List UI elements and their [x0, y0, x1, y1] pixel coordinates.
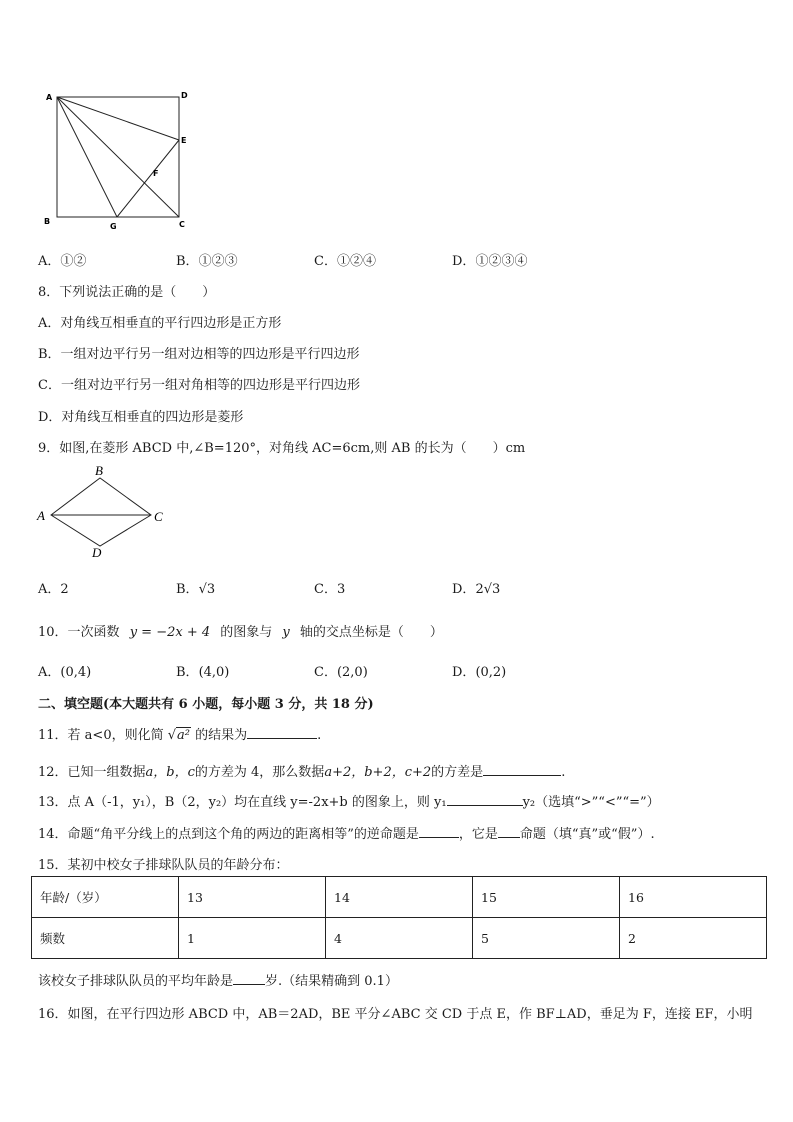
- q9-option-b-value: √3: [198, 582, 216, 597]
- q7-option-a: A．①②: [38, 254, 87, 269]
- q10-equation: y = −2x + 4: [129, 625, 211, 640]
- q7-option-b: B．①②③: [176, 254, 238, 269]
- label-B: B: [44, 217, 51, 226]
- table-cell: 4: [326, 918, 473, 959]
- table-cell: 14: [326, 877, 473, 918]
- section-2-heading: 二、填空题(本大题共有 6 小题，每小题 3 分，共 18 分): [38, 697, 374, 712]
- label-F: F: [153, 169, 159, 178]
- q13-answer-blank[interactable]: [447, 792, 523, 806]
- q16: 16．如图，在平行四边形 ABCD 中，AB＝2AD，BE 平分∠ABC 交 CD 于点 E，作 BF⊥AD，垂足为 F，连接 EF，小明: [38, 1007, 753, 1022]
- label-A: A: [46, 93, 53, 102]
- q10-option-b: B．(4,0): [176, 665, 230, 680]
- q8-option-c: C．一组对边平行另一组对角相等的四边形是平行四边形: [38, 378, 360, 393]
- q9-option-c: C．3: [314, 582, 346, 597]
- q14-answer-blank-1[interactable]: [419, 824, 459, 838]
- q12: 12．已知一组数据a，b，c的方差为 4，那么数据a+2，b+2，c+2的方差是 .: [38, 761, 565, 780]
- rhombus-figure: [34, 460, 174, 560]
- rhombus-label-B: B: [95, 463, 103, 478]
- q14-answer-blank-2[interactable]: [498, 824, 520, 838]
- q15-answer-blank[interactable]: [233, 971, 265, 985]
- q7-option-c: C．①②④: [314, 254, 376, 269]
- q15-question: 该校女子排球队队员的平均年龄是 岁.（结果精确到 0.1）: [38, 970, 398, 989]
- q8-option-a: A．对角线互相垂直的平行四边形是正方形: [38, 316, 282, 331]
- label-E: E: [181, 136, 187, 145]
- table-cell: 13: [179, 877, 326, 918]
- label-G: G: [110, 222, 117, 231]
- q10-var: y: [282, 625, 290, 640]
- square-figure: [40, 88, 200, 236]
- table-cell: 年龄/（岁）: [32, 877, 179, 918]
- q9-option-a: A．2: [38, 582, 69, 597]
- table-cell: 16: [620, 877, 767, 918]
- q10-option-a: A．(0,4): [38, 665, 92, 680]
- rhombus-label-A: A: [37, 508, 45, 523]
- table-cell: 1: [179, 918, 326, 959]
- table-row: [32, 877, 767, 918]
- table-row: [32, 918, 767, 959]
- q13: 13．点 A（-1，y₁），B（2，y₂）均在直线 y=-2x+b 的图象上，则 y₁ y₂（选填“>”“<”“=”）: [38, 791, 660, 810]
- q11-answer-blank[interactable]: [247, 725, 317, 739]
- table-cell: 2: [620, 918, 767, 959]
- q10-option-c: C．(2,0): [314, 665, 368, 680]
- age-distribution-table: [31, 876, 767, 959]
- table-cell: 15: [473, 877, 620, 918]
- q11: 11．若 a<0，则化简 √a² 的结果为 .: [38, 724, 321, 743]
- q12-answer-blank[interactable]: [483, 762, 561, 776]
- q15-stem: 15．某初中校女子排球队队员的年龄分布：: [38, 858, 289, 873]
- q10-stem: 10．一次函数 y = −2x + 4 的图象与 y 轴的交点坐标是（ ）: [38, 625, 443, 640]
- table-cell: 5: [473, 918, 620, 959]
- q9-option-d-value: 2√3: [475, 582, 501, 597]
- rhombus-label-C: C: [154, 509, 163, 524]
- q8-stem: 8．下列说法正确的是（ ）: [38, 285, 216, 300]
- rhombus-label-D: D: [92, 545, 102, 560]
- q7-option-d: D．①②③④: [452, 254, 528, 269]
- table-cell: 频数: [32, 918, 179, 959]
- q9-option-d: D．2√3: [452, 582, 501, 597]
- q8-option-d: D．对角线互相垂直的四边形是菱形: [38, 410, 244, 425]
- q14: 14．命题“角平分线上的点到这个角的两边的距离相等”的逆命题是 ，它是 命题（填“真”或“假”）.: [38, 823, 655, 842]
- q9-option-b: B．√3: [176, 582, 216, 597]
- q8-option-b: B．一组对边平行另一组对边相等的四边形是平行四边形: [38, 347, 360, 362]
- sqrt-a-squared: √a²: [167, 728, 190, 743]
- label-D: D: [181, 91, 188, 100]
- label-C: C: [179, 220, 185, 229]
- q10-option-d: D．(0,2): [452, 665, 507, 680]
- q9-stem: 9．如图,在菱形 ABCD 中,∠B=120°，对角线 AC=6cm,则 AB 的长为（ ）cm: [38, 441, 526, 456]
